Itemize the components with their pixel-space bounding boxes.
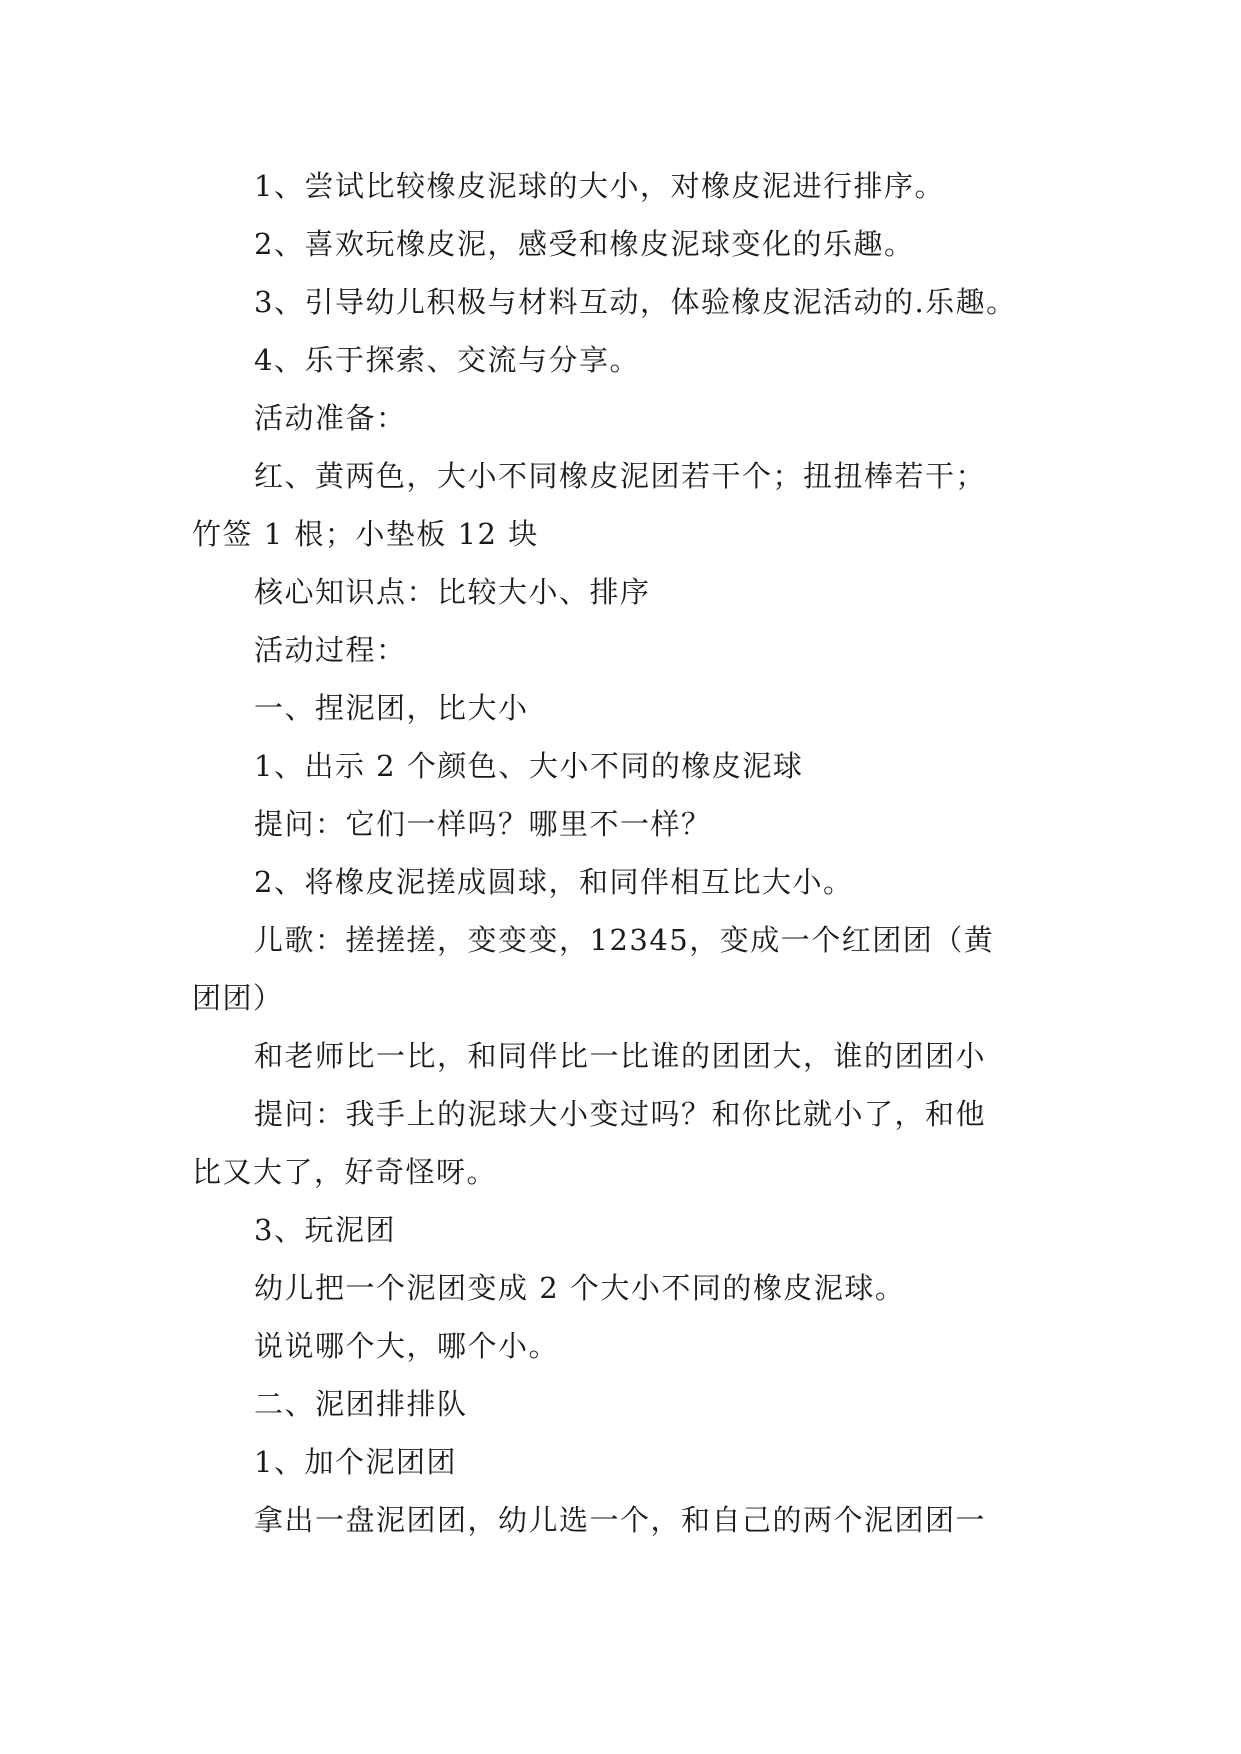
- preparation-line-1: 红、黄两色，大小不同橡皮泥团若干个；扭扭棒若干；: [254, 459, 987, 493]
- question-2-line-2: 比又大了，好奇怪呀。: [192, 1155, 498, 1189]
- step-1-3-detail: 幼儿把一个泥团变成 2 个大小不同的橡皮泥球。: [254, 1271, 906, 1305]
- step-2-1: 1、加个泥团团: [254, 1445, 457, 1479]
- step-1-3: 3、玩泥团: [254, 1213, 396, 1247]
- preparation-line-2: 竹签 1 根；小垫板 12 块: [192, 517, 539, 551]
- nursery-rhyme-line-2: 团团）: [192, 981, 284, 1015]
- objective-3: 3、引导幼儿积极与材料互动，体验橡皮泥活动的.乐趣。: [254, 285, 1017, 319]
- section-1-title: 一、捏泥团，比大小: [254, 691, 529, 725]
- section-2-title: 二、泥团排排队: [254, 1387, 468, 1421]
- objective-4: 4、乐于探索、交流与分享。: [254, 343, 640, 377]
- core-knowledge: 核心知识点：比较大小、排序: [254, 575, 651, 609]
- step-1-2: 2、将橡皮泥搓成圆球，和同伴相互比大小。: [254, 865, 854, 899]
- question-2-line-1: 提问：我手上的泥球大小变过吗？和你比就小了，和他: [254, 1097, 987, 1131]
- heading-preparation: 活动准备：: [254, 401, 407, 435]
- heading-process: 活动过程：: [254, 633, 407, 667]
- nursery-rhyme-line-1: 儿歌：搓搓搓，变变变，12345，变成一个红团团（黄: [254, 923, 995, 957]
- step-1-1: 1、出示 2 个颜色、大小不同的橡皮泥球: [254, 749, 804, 783]
- step-2-1-detail: 拿出一盘泥团团，幼儿选一个，和自己的两个泥团团一: [254, 1503, 987, 1537]
- compare-text: 和老师比一比，和同伴比一比谁的团团大，谁的团团小: [254, 1039, 987, 1073]
- objective-1: 1、尝试比较橡皮泥球的大小，对橡皮泥进行排序。: [254, 169, 945, 203]
- step-1-3-talk: 说说哪个大，哪个小。: [254, 1329, 560, 1363]
- question-1: 提问：它们一样吗？哪里不一样？: [254, 807, 712, 841]
- objective-2: 2、喜欢玩橡皮泥，感受和橡皮泥球变化的乐趣。: [254, 227, 915, 261]
